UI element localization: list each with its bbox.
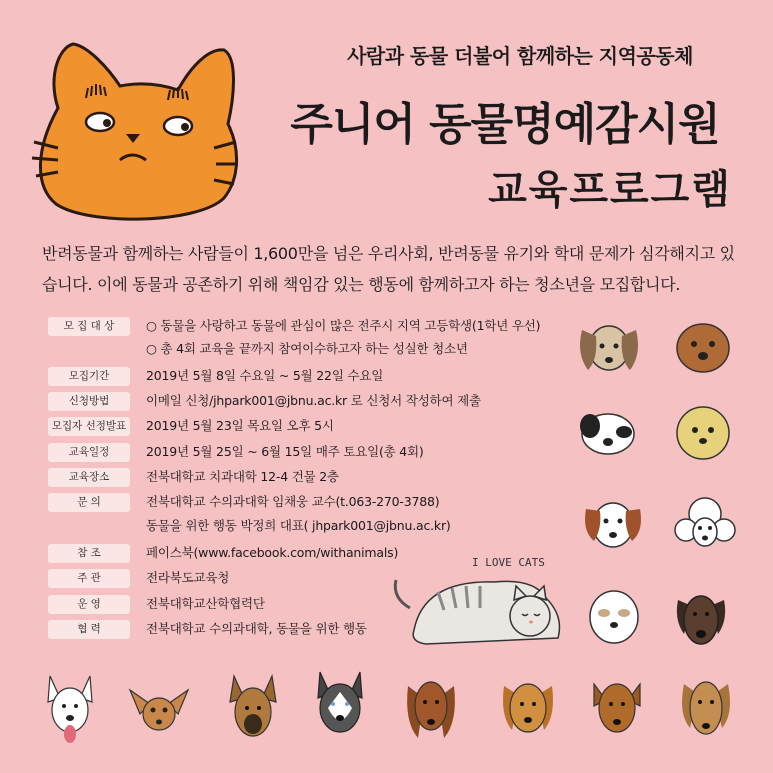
info-row bbox=[48, 594, 265, 614]
info-value: 2019년 5월 8일 수요일 ~ 5월 22일 수요일 bbox=[146, 368, 384, 383]
info-row bbox=[48, 467, 339, 487]
dog-illustration bbox=[498, 674, 558, 738]
info-label: 주 관 bbox=[48, 569, 130, 588]
info-label: 협 력 bbox=[48, 620, 130, 639]
info-label: 운 영 bbox=[48, 595, 130, 614]
info-label: 신청방법 bbox=[48, 392, 130, 411]
dog-illustration bbox=[44, 672, 96, 748]
info-row bbox=[48, 416, 334, 436]
intro-paragraph: 반려동물과 함께하는 사람들이 1,600만을 넘은 우리사회, 반려동물 유기와 학대 문제가 심각해지고 있습니다. 이에 동물과 공존하기 위해 책임감 있는 행동에 함께하고자 하는 청소년을 모집합니다. bbox=[42, 244, 735, 294]
page-title-line2: 교육프로그램 bbox=[488, 167, 732, 213]
dog-illustration bbox=[668, 318, 738, 376]
info-value: 페이스북(www.facebook.com/withanimals) bbox=[146, 545, 399, 560]
info-value: 전북대학교 수의과대학 임채웅 교수(t.063-270-3788) bbox=[146, 494, 440, 509]
orange-cat-illustration bbox=[28, 38, 242, 226]
dog-illustration bbox=[672, 492, 738, 554]
info-row bbox=[48, 492, 440, 512]
dog-illustration bbox=[580, 495, 646, 551]
info-label: 문 의 bbox=[48, 493, 130, 512]
dog-illustration bbox=[668, 403, 738, 463]
dog-illustration bbox=[670, 588, 732, 648]
info-row bbox=[48, 442, 424, 462]
info-value: 전라북도교육청 bbox=[146, 570, 230, 585]
page-title: 주니어 동물명예감시원 bbox=[290, 99, 720, 150]
info-value: ○ 총 4회 교육을 끝까지 참여이수하고자 하는 성실한 청소년 bbox=[146, 341, 468, 356]
info-row bbox=[48, 619, 367, 639]
info-label: 모집기간 bbox=[48, 367, 130, 386]
info-label: 교육일정 bbox=[48, 443, 130, 462]
dog-illustration bbox=[404, 672, 458, 742]
dog-illustration bbox=[574, 408, 642, 458]
info-value: 동물을 위한 행동 박정희 대표( jhpark001@jbnu.ac.kr) bbox=[146, 518, 451, 533]
info-value: 2019년 5월 25일 ~ 6월 15일 매주 토요일(총 4회) bbox=[146, 444, 424, 459]
info-label: 교육장소 bbox=[48, 468, 130, 487]
info-value: 전북대학교 치과대학 12-4 건물 2층 bbox=[146, 469, 339, 484]
i-love-cats-text: I LOVE CATS bbox=[472, 556, 545, 569]
info-label: 모집자 선정발표 bbox=[48, 417, 130, 436]
info-value: 전북대학교산학협력단 bbox=[146, 596, 265, 611]
info-row bbox=[48, 391, 481, 411]
info-row bbox=[48, 366, 384, 386]
dog-illustration bbox=[584, 587, 644, 647]
dog-illustration bbox=[314, 670, 366, 738]
info-value: 2019년 5월 23일 목요일 오후 5시 bbox=[146, 418, 334, 433]
dog-illustration bbox=[226, 674, 280, 742]
info-label: 모 집 대 상 bbox=[48, 317, 130, 336]
info-row bbox=[48, 568, 230, 588]
info-label: 참 조 bbox=[48, 544, 130, 563]
info-value: ○ 동물을 사랑하고 동물에 관심이 많은 전주시 지역 고등학생(1학년 우선) bbox=[146, 318, 541, 333]
info-row bbox=[48, 316, 541, 336]
info-value: 이메일 신청/jhpark001@jbnu.ac.kr 로 신청서 작성하여 제출 bbox=[146, 393, 481, 408]
lying-cat-illustration bbox=[390, 548, 576, 656]
dog-illustration bbox=[678, 674, 734, 742]
dog-illustration bbox=[128, 684, 190, 736]
subtitle: 사람과 동물 더불어 함께하는 지역공동체 bbox=[347, 44, 693, 68]
dog-illustration bbox=[574, 316, 644, 376]
dog-illustration bbox=[590, 674, 644, 738]
info-value: 전북대학교 수의과대학, 동물을 위한 행동 bbox=[146, 621, 367, 636]
info-row bbox=[48, 543, 399, 563]
